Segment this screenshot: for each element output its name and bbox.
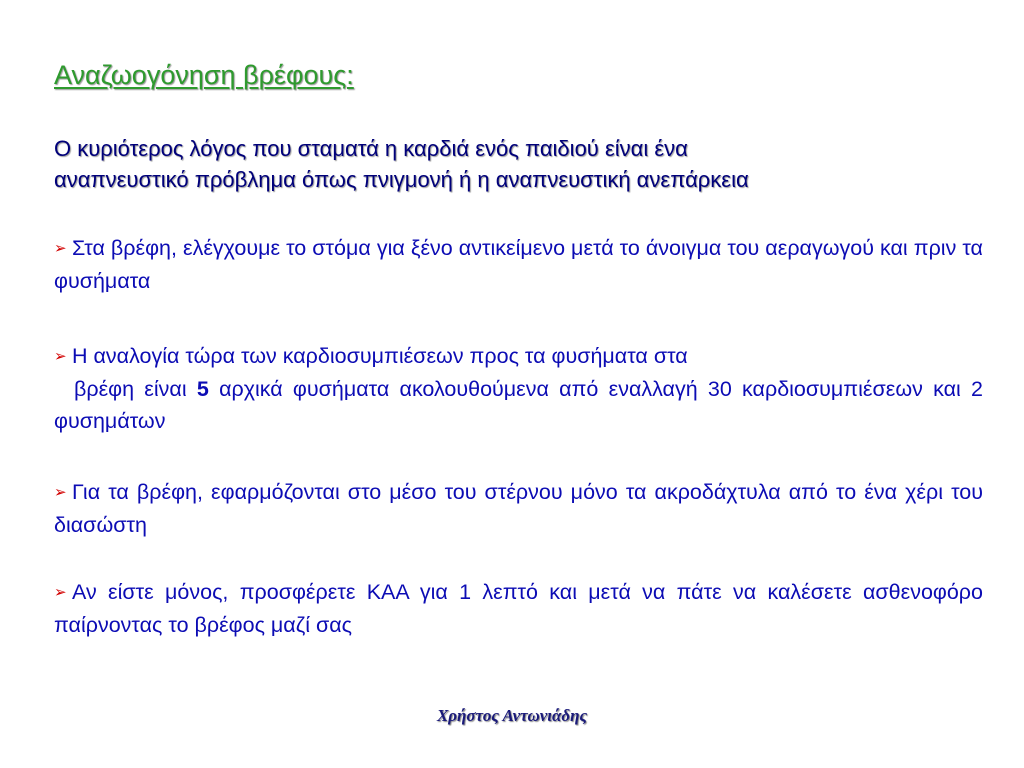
bullet-continuation [54,373,983,437]
intro-line-1: Ο κυριότερος λόγος που σταματά η καρδιά ενός παιδιού είναι ένα [54,136,688,161]
bullet-text: Αν είστε μόνος, προσφέρετε ΚΑΑ για 1 λεπτό και μετά να πάτε να καλέσετε ασθενοφόρο παίρνοντας το βρέφος μαζί σας [54,580,983,637]
bullet-item-3 [54,476,983,541]
intro-line-2: αναπνευστικό πρόβλημα όπως πνιγμονή ή η αναπνευστική ανεπάρκεια [54,167,749,192]
bullet-text: Για τα βρέφη, εφαρμόζονται στο μέσο του στέρνου μόνο τα ακροδάχτυλα από το ένα χέρι του διασώστη [54,480,983,537]
arrow-bullet-icon: ➢ [54,584,67,601]
arrow-bullet-icon: ➢ [54,348,67,365]
bullet-text: βρέφη είναι [74,377,187,401]
bullet-item-1 [54,232,983,297]
bullet-text: Η αναλογία τώρα των καρδιοσυμπιέσεων προς τα φυσήματα στα [72,344,688,368]
bullet-line [54,340,983,373]
highlight-number: 5 [196,377,209,401]
intro-text [54,133,974,195]
author-footer: Χρήστος Αντωνιάδης [436,706,588,725]
bullet-text: αρχικά φυσήματα ακολουθούμενα από εναλλαγή 30 καρδιοσυμπιέσεων και 2 φυσημάτων [54,377,983,433]
slide-title: Αναζωογόνηση βρέφους: [54,60,354,90]
bullet-item-4 [54,576,983,641]
bullet-text: Στα βρέφη, ελέγχουμε το στόμα για ξένο αντικείμενο μετά το άνοιγμα του αεραγωγού και πριν τα φυσήματα [54,236,983,293]
arrow-bullet-icon: ➢ [54,240,67,257]
arrow-bullet-icon: ➢ [54,484,67,501]
bullet-item-2 [54,340,983,437]
